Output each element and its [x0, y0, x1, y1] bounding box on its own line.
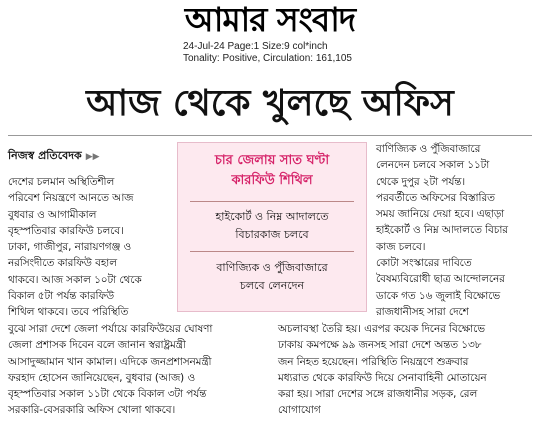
body-line: আসাদুজ্জামান খান কামাল। এদিকে জনপ্রশাসনমন্ত্রী: [8, 355, 212, 368]
highlight-box: [177, 142, 367, 312]
body-line: নরসিংদীতে কারফিউ বহাল: [8, 257, 117, 270]
body-line: বুধবার ও আগামীকাল: [8, 208, 97, 221]
body-line: জন নিহত হয়েছেন। পরিস্থিতি নিয়ন্ত্রণে শুক্রবার: [278, 355, 469, 368]
byline: [8, 147, 100, 166]
body-line: রাজধানীসহ সারা দেশে: [376, 305, 469, 318]
headline: আজ থেকে খুলছে অফিস: [86, 83, 454, 124]
body-line: মধ্যরাত থেকে কারফিউ দিয়ে সেনাবাহিনী মোতায়েন: [278, 371, 487, 384]
body-line: বৃহস্পতিবার সকাল ১১টা থেকে বিকাল ৩টা পর্যন্ত: [8, 388, 207, 401]
body-line: বুঝে সারা দেশে জেলা পর্যায়ে কারফিউয়ের ঘোষণা: [8, 323, 213, 335]
clipping-meta-line2: Tonality: Positive, Circulation: 161,105: [183, 53, 352, 64]
body-line: সময় জানিয়ে দেয়া হবে। এছাড়া: [376, 208, 505, 221]
body-line: ঢাকায় কমপক্ষে ৯৯ জনসহ সারা দেশে অন্তত ১৩৮: [278, 339, 482, 352]
highlight-divider-2: [190, 251, 354, 252]
body-line: কোটা সংস্কারের দাবিতে: [376, 257, 472, 270]
body-line: যোগাযোগ: [278, 404, 321, 417]
body-column-left: [8, 174, 168, 321]
body-line: জেলা প্রশাসক দিবেন বলে জানান স্বরাষ্ট্রমন্ত্রী: [8, 339, 186, 352]
body-line: শিথিল থাকবে। তবে পরিস্থিতি: [8, 306, 129, 319]
body-line: বৈষম্যবিরোধী ছাত্র আন্দোলনের: [376, 273, 505, 286]
headline-divider: [8, 135, 532, 136]
body-line: হাইকোর্ট ও নিম্ন আদালতে বিচার: [376, 224, 508, 237]
highlight-sub-2b: চলবে লেনদেন: [239, 279, 305, 292]
body-line: ঢাকা, গাজীপুর, নারায়ণগঞ্জ ও: [8, 241, 132, 254]
clipping-meta-line1: 24-Jul-24 Page:1 Size:9 col*inch: [183, 41, 328, 52]
highlight-sub-1b: বিচারকাজ চলবে: [235, 228, 309, 241]
body-line: লেনদেন চলবে সকাল ১১টা: [376, 159, 490, 172]
body-line: অচলাবস্থা তৈরি হয়। এরপর কয়েক দিনের বিক্ষোভে: [278, 323, 485, 335]
body-line: ফরহাদ হোসেন জানিয়েছেন, বুধবার (আজ) ও: [8, 371, 196, 384]
body-line: দেশের চলমান অস্থিতিশীল: [8, 176, 115, 188]
body-column-bottom-left: [8, 321, 270, 419]
body-line: ডাকে গত ১৬ জুলাই বিক্ষোভে: [376, 289, 501, 302]
highlight-title-2: কারফিউ শিথিল: [231, 173, 313, 188]
highlight-sub-2a: বাণিজ্যিক ও পুঁজিবাজারে: [216, 261, 328, 274]
highlight-divider-1: [190, 201, 354, 202]
body-line: বাণিজ্যিক ও পুঁজিবাজারে: [376, 143, 481, 155]
highlight-title-1: চার জেলায় সাত ঘণ্টা: [214, 153, 330, 168]
body-line: করা হয়। সারা দেশের সঙ্গে রাজধানীর সড়ক, রেল: [278, 388, 478, 401]
highlight-sub-1a: হাইকোর্ট ও নিম্ন আদালতে: [215, 210, 329, 223]
body-line: কাজ চলবে।: [376, 240, 426, 253]
body-column-bottom-right: [278, 321, 532, 419]
body-line: থেকে দুপুর ২টা পর্যন্ত।: [376, 175, 466, 188]
body-column-right: [376, 141, 532, 320]
body-line: থাকবে। আজ সকাল ১০টা থেকে: [8, 273, 142, 286]
masthead-logo: আমার সংবাদ: [184, 0, 356, 39]
body-line: বিকাল ৫টা পর্যন্ত কারফিউ: [8, 290, 115, 303]
body-line: সরকারি-বেসরকারি অফিস খোলা থাকবে।: [8, 404, 176, 417]
body-line: পরবর্তীতে অফিসের বিস্তারিত: [376, 191, 495, 204]
byline-arrows-icon: ▶▶: [85, 152, 100, 162]
byline-text: নিজস্ব প্রতিবেদক: [8, 149, 82, 162]
body-line: পরিবেশ নিয়ন্ত্রণে আনতে আজ: [8, 192, 134, 205]
body-line: বৃহস্পতিবার কারফিউ চলবে।: [8, 224, 124, 237]
